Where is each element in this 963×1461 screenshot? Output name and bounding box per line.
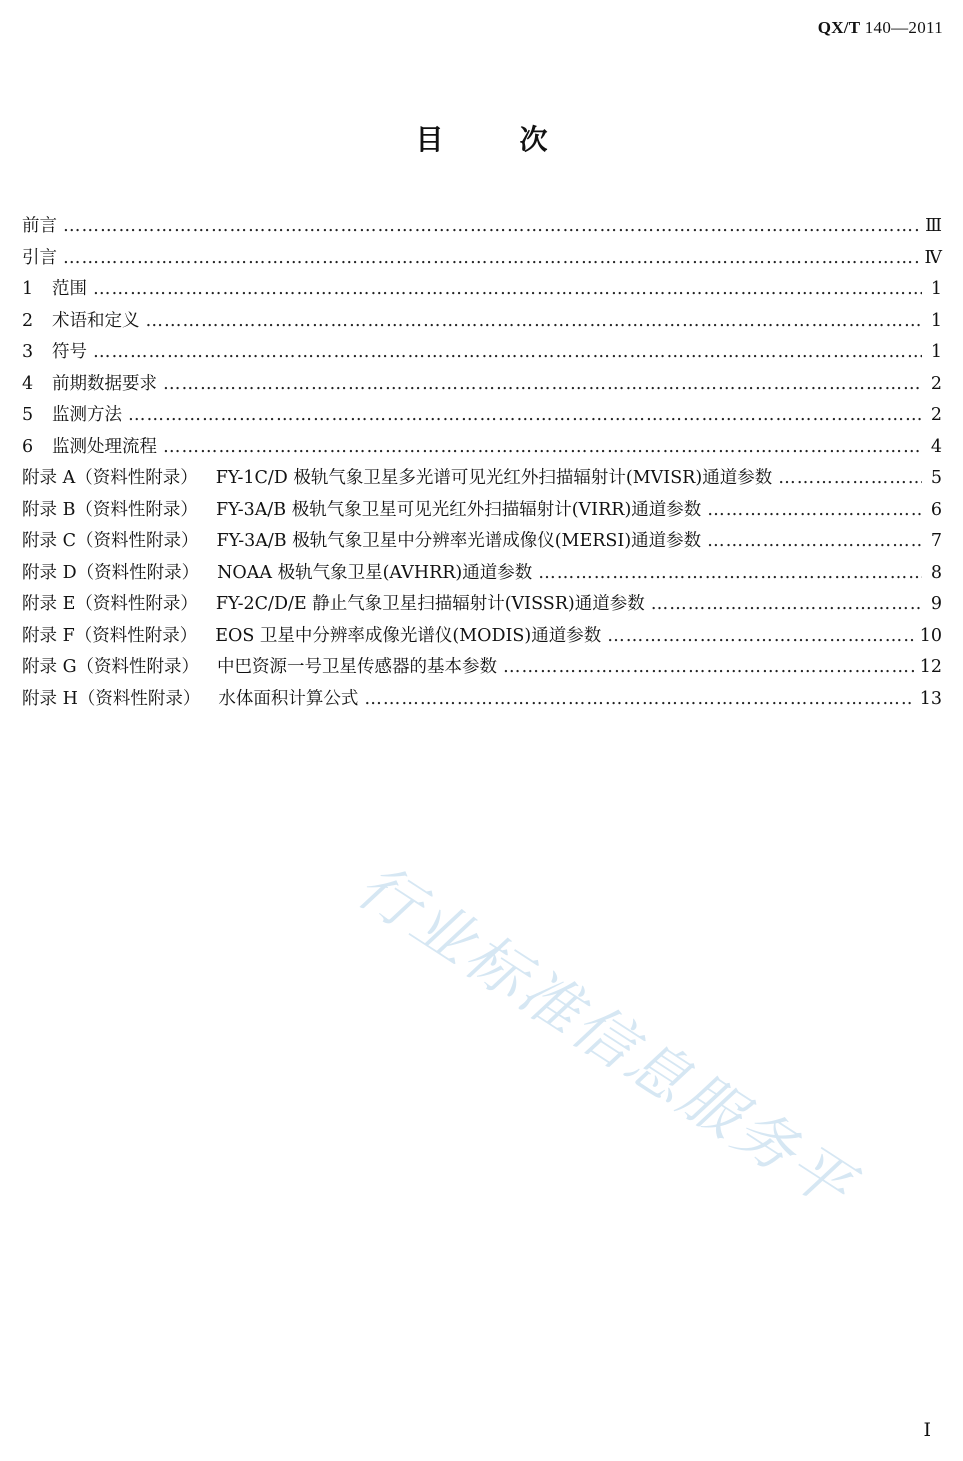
toc-label: 范围 [52,279,87,299]
toc-appendix-title: FY-3A/B 极轨气象卫星可见光红外扫描辐射计(VIRR)通道参数 [215,499,702,520]
toc-section-number: 3 [22,342,34,362]
toc-page-number: Ⅳ [924,247,942,268]
toc-entry-foreword[interactable] [22,212,942,244]
toc-leader-dots [146,311,923,331]
toc-entry-processing-flow[interactable] [22,433,942,465]
toc-page-number: Ⅲ [925,216,942,236]
toc-entry-appendix-f[interactable] [22,622,942,654]
toc-appendix-label: 附录 C（资料性附录） [22,531,199,551]
toc-page-number: 6 [930,499,942,520]
toc-label: 符号 [52,342,87,362]
toc-page-number: 2 [930,373,942,394]
toc-label: 监测方法 [52,405,122,425]
toc-leader-dots [93,342,922,362]
watermark: 行业标准信息服务平 [344,850,866,1224]
toc-page-number: 8 [930,562,942,583]
toc-entry-terms[interactable] [22,307,942,339]
toc-page-number: 10 [919,625,942,646]
toc-appendix-label: 附录 H（资料性附录） [22,688,201,709]
title-char-1: 目 [415,123,444,156]
toc-appendix-title: FY-2C/D/E 静止气象卫星扫描辐射计(VISSR)通道参数 [215,594,645,614]
toc-page-number: 13 [919,688,942,709]
toc-entry-appendix-g[interactable] [22,653,942,685]
toc-appendix-title: FY-3A/B 极轨气象卫星中分辨率光谱成像仪(MERSI)通道参数 [216,531,702,551]
toc-section-number: 1 [22,279,34,299]
toc-entry-scope[interactable] [22,275,942,307]
toc-appendix-label: 附录 B（资料性附录） [22,499,198,520]
toc-appendix-title: 水体面积计算公式 [218,688,359,709]
toc-entry-appendix-h[interactable] [22,685,942,717]
toc-appendix-label: 附录 F（资料性附录） [22,625,198,646]
toc-leader-dots [63,216,919,236]
toc-section-number: 4 [22,373,34,394]
toc-entry-introduction[interactable] [22,244,942,276]
toc-entry-appendix-b[interactable] [22,496,942,528]
toc-leader-dots [707,500,922,520]
toc-appendix-title: NOAA 极轨气象卫星(AVHRR)通道参数 [217,562,533,583]
toc-leader-dots [503,657,914,677]
standard-number: 140—2011 [864,18,943,37]
toc-section-number: 6 [22,436,34,457]
toc-section-number: 2 [22,310,34,331]
toc-entry-appendix-d[interactable] [22,559,942,591]
standard-code [818,18,943,38]
toc-label: 术语和定义 [52,310,140,331]
toc-appendix-label: 附录 G（资料性附录） [22,657,200,677]
toc-entry-appendix-c[interactable] [22,527,942,559]
toc-page-number: 1 [930,279,942,299]
toc-leader-dots [364,689,913,709]
toc-leader-dots [93,279,922,299]
standard-prefix: QX/T [817,18,861,37]
toc-appendix-title: FY-1C/D 极轨气象卫星多光谱可见光红外扫描辐射计(MVISR)通道参数 [215,468,773,488]
page-number: I [923,1419,931,1441]
toc-label: 引言 [22,247,57,268]
toc-page-number: 4 [930,436,942,457]
toc-label: 监测处理流程 [52,436,157,457]
toc-label: 前期数据要求 [52,373,157,394]
toc-leader-dots [538,563,922,583]
page-title [0,118,963,158]
toc-page-number: 2 [930,405,942,425]
toc-entry-appendix-a[interactable] [22,464,942,496]
toc-appendix-title: 中巴资源一号卫星传感器的基本参数 [217,657,498,677]
toc-leader-dots [651,594,922,614]
toc-appendix-label: 附录 A（资料性附录） [22,468,198,488]
table-of-contents [22,212,942,716]
toc-entry-monitoring-method[interactable] [22,401,942,433]
title-char-2: 次 [519,123,548,156]
toc-page-number: 1 [930,342,942,362]
toc-entry-data-requirements[interactable] [22,370,942,402]
toc-page-number: 7 [930,531,942,551]
toc-section-number: 5 [22,405,34,425]
toc-leader-dots [163,437,922,457]
toc-leader-dots [778,468,922,488]
toc-leader-dots [707,531,922,551]
toc-page-number: 9 [930,594,942,614]
toc-appendix-title: EOS 卫星中分辨率成像光谱仪(MODIS)通道参数 [215,625,602,646]
toc-leader-dots [63,248,919,268]
toc-leader-dots [163,374,922,394]
toc-label: 前言 [22,216,57,236]
toc-page-number: 5 [930,468,942,488]
toc-leader-dots [128,405,922,425]
toc-entry-appendix-e[interactable] [22,590,942,622]
toc-entry-symbols[interactable] [22,338,942,370]
toc-appendix-label: 附录 D（资料性附录） [22,562,200,583]
toc-page-number: 12 [919,657,942,677]
toc-leader-dots [607,626,913,646]
toc-appendix-label: 附录 E（资料性附录） [22,594,198,614]
toc-page-number: 1 [930,310,942,331]
